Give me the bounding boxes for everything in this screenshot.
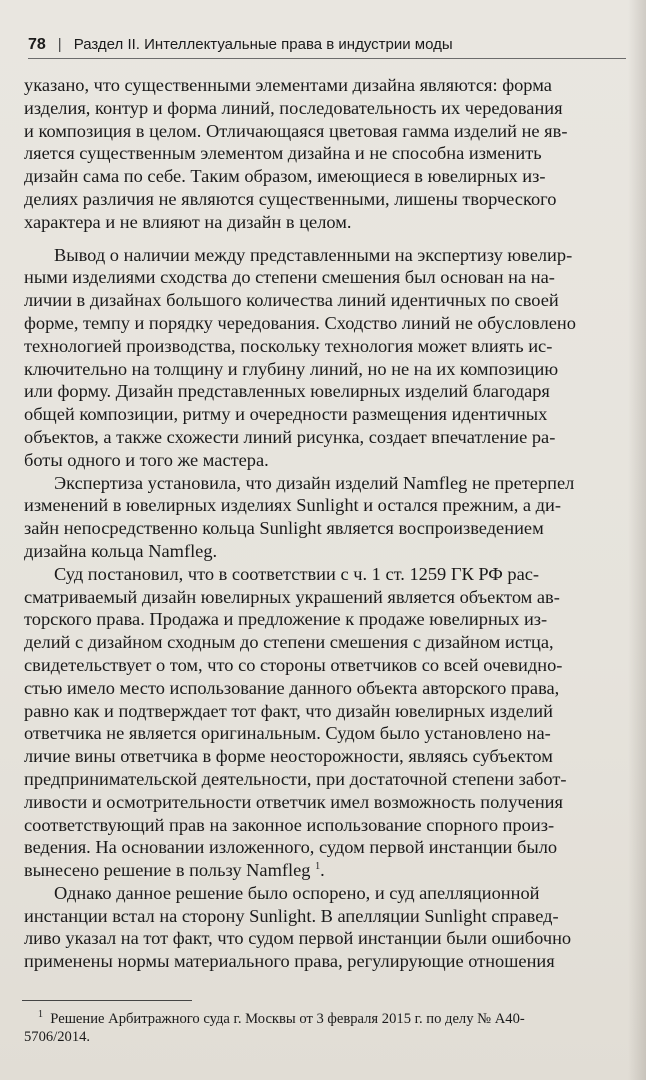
text-line: и композиция в целом. Отличающаяся цветовая гамма изделий не яв- bbox=[24, 120, 568, 141]
text-line: указано, что существенными элементами дизайна являются: форма bbox=[24, 75, 552, 95]
text-line: личии в дизайнах большого количества линий идентичных по своей bbox=[24, 290, 559, 311]
text-line: ными изделиями сходства до степени смешения был основан на на- bbox=[24, 267, 555, 288]
text-line: общей композиции, ритму и очередности размещения идентичных bbox=[24, 404, 548, 425]
text-line: форме, темпу и порядку чередования. Сходство линий не обусловлено bbox=[24, 312, 576, 333]
text-line: инстанции встал на сторону Sunlight. В апелляции Sunlight справед- bbox=[24, 905, 559, 926]
paragraph bbox=[24, 472, 624, 563]
text-line: стью имело место использование данного объекта авторского права, bbox=[24, 677, 560, 698]
text-line: дизайна кольца Namfleg. bbox=[24, 540, 218, 561]
paragraph bbox=[24, 244, 624, 472]
text-line: равно как и подтверждает тот факт, что дизайн ювелирных изделий bbox=[24, 700, 553, 721]
text-line: вынесено решение в пользу Namfleg $^1$. bbox=[24, 860, 325, 881]
page-number: 78 bbox=[28, 36, 46, 53]
section-title: Раздел II. Интеллектуальные права в индустрии моды bbox=[73, 36, 453, 53]
text-line: изделия, контур и форма линий, последовательность их чередования bbox=[24, 97, 563, 118]
body-text bbox=[24, 74, 624, 973]
footnote bbox=[24, 1010, 624, 1046]
footnote-line: $^1$ Решение Арбитражного суда г. Москвы от 3 февраля 2015 г. по делу № А40- bbox=[38, 1009, 525, 1027]
footnote-rule bbox=[22, 1000, 192, 1001]
paragraph bbox=[24, 74, 624, 234]
text-line: Суд постановил, что в соответствии с ч. 1 ст. 1259 ГК РФ рас- bbox=[54, 563, 540, 584]
text-line: объектов, а также схожести линий рисунка, создает впечатление ра- bbox=[24, 426, 556, 447]
text-line: Экспертиза установила, что дизайн изделий Namfleg не претерпел bbox=[54, 472, 575, 493]
text-line: ключительно на толщину и глубину линий, но не на их композицию bbox=[24, 358, 559, 379]
text-line: делиях различия не являются существенными, лишены творческого bbox=[24, 188, 557, 209]
text-line: личие вины ответчика в форме неосторожности, являясь субъектом bbox=[24, 746, 553, 767]
text-line: торского права. Продажа и предложение к продаже ювелирных из- bbox=[24, 609, 548, 630]
text-line: Вывод о наличии между представленными на экспертизу ювелир- bbox=[54, 244, 573, 265]
text-line: предпринимательской деятельности, при достаточной степени забот- bbox=[24, 768, 567, 789]
header-separator: | bbox=[57, 36, 62, 53]
running-header bbox=[28, 36, 453, 54]
text-line: Однако данное решение было оспорено, и суд апелляционной bbox=[54, 882, 540, 903]
footnote-reference[interactable]: 1 bbox=[315, 860, 321, 872]
text-line: ляется существенным элементом дизайна и не способна изменить bbox=[24, 143, 542, 164]
text-line: делий с дизайном сходным до степени смешения с дизайном истца, bbox=[24, 632, 554, 653]
text-line: ведения. На основании изложенного, судом первой инстанции было bbox=[24, 837, 558, 858]
text-line: ливо указал на тот факт, что судом первой инстанции были ошибочно bbox=[24, 928, 572, 949]
text-line: технологией производства, поскольку технология может влиять ис- bbox=[24, 335, 553, 356]
text-line: свидетельствует о том, что со стороны ответчиков со всей очевидно- bbox=[24, 654, 563, 675]
text-line: ответчика не является оригинальным. Судом было установлено на- bbox=[24, 723, 551, 744]
paragraph bbox=[24, 563, 624, 882]
text-line: характера и не влияют на дизайн в целом. bbox=[24, 211, 352, 232]
text-line: применены нормы материального права, регулирующие отношения bbox=[24, 951, 555, 972]
header-rule bbox=[28, 58, 626, 59]
text-line: или форму. Дизайн представленных ювелирных изделий благодаря bbox=[24, 381, 550, 402]
text-line: боты одного и того же мастера. bbox=[24, 449, 269, 470]
text-line: ливости и осмотрительности ответчик имел возможность получения bbox=[24, 791, 563, 812]
text-line: соответствующий прав на законное использование спорного произ- bbox=[24, 814, 555, 835]
text-line: изменений в ювелирных изделиях Sunlight и остался прежним, а ди- bbox=[24, 495, 561, 516]
footnote-marker: 1 bbox=[38, 1009, 43, 1021]
page-edge-shadow bbox=[628, 0, 646, 1080]
paragraph bbox=[24, 882, 624, 973]
text-line: сматриваемый дизайн ювелирных украшений является объектом ав- bbox=[24, 586, 560, 607]
text-line: зайн непосредственно кольца Sunlight является воспроизведением bbox=[24, 518, 544, 539]
text-line: дизайн сама по себе. Таким образом, имеющиеся в ювелирных из- bbox=[24, 166, 546, 187]
footnote-line: 5706/2014. bbox=[24, 1029, 91, 1045]
